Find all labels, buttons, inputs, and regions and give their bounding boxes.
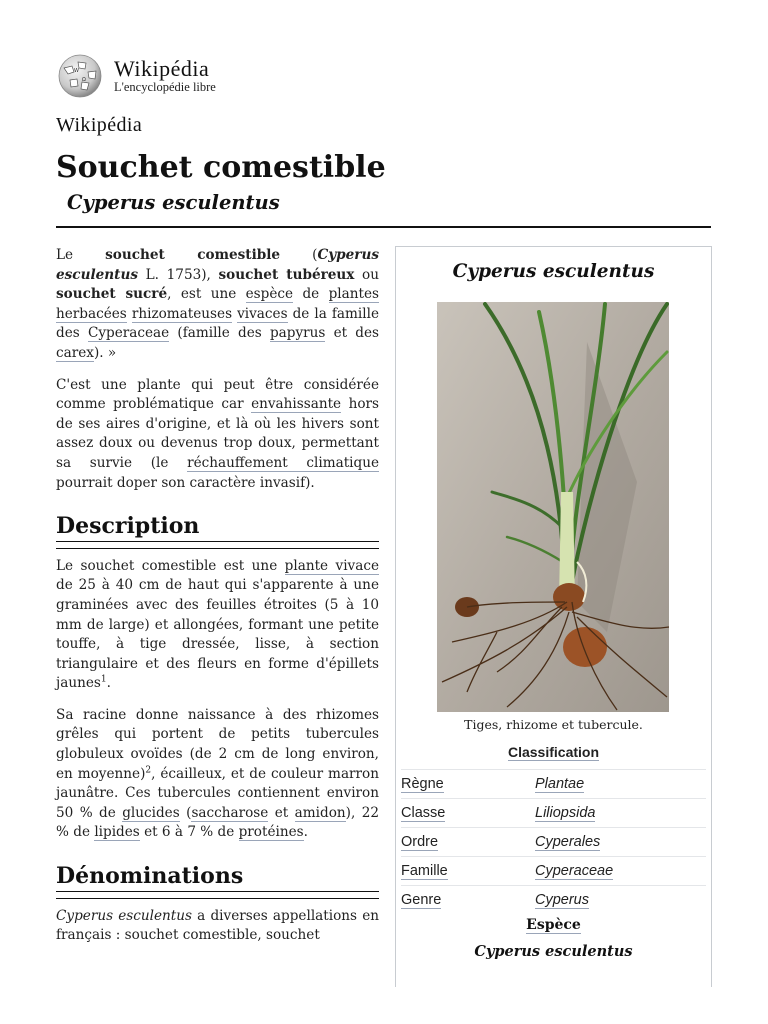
description-paragraph-2: Sa racine donne naissance à des rhizomes grêles qui portent de petits tubercules globuleux ovoïdes (de 2 cm de long environ, en moyenne)$^2$, écailleux, et de couleur marron jaunâtre. Ces tubercules contiennent environ 50 % de glucides (saccharose et amidon), 22 % de lipides et 6 à 7 % de protéines. <box>56 706 379 841</box>
section-divider <box>56 541 379 549</box>
classification-row-genre <box>401 885 706 914</box>
classification-row-famille <box>401 856 706 885</box>
link-amidon[interactable]: amidon <box>294 804 346 821</box>
page-subtitle: Cyperus esculentus <box>67 191 280 214</box>
page-title: Souchet comestible <box>56 150 386 185</box>
plant-photo[interactable] <box>437 302 669 712</box>
rank-label: Ordre <box>401 834 439 850</box>
link-lipides[interactable]: lipides <box>94 824 140 841</box>
taxobox-title: Cyperus esculentus <box>452 261 655 282</box>
link-rechauffement-climatique[interactable]: réchauffement climatique <box>187 454 380 471</box>
espece-value: Cyperus esculentus <box>474 943 633 960</box>
footnote-ref-2[interactable]: 2 <box>145 765 152 776</box>
taxobox <box>395 246 712 987</box>
wikipedia-globe-icon[interactable] <box>56 54 104 98</box>
denominations-paragraph-1: Cyperus esculentus a diverses appellations en français : souchet comestible, souchet <box>56 907 379 944</box>
taxon-link: Plantae <box>535 776 585 792</box>
svg-text:W: W <box>74 68 79 74</box>
article-body <box>56 246 379 958</box>
description-paragraph-1: Le souchet comestible est une plante vivace de 25 à 40 cm de haut qui s'apparente à une graminées avec des feuilles étroites (5 à 10 mm de large) et allongées, formant une petite touffe, à tige dressée, lisse, à section triangulaire et des fleurs en forme d'épillets jaunes$^1$. <box>56 557 379 692</box>
plant-illustration <box>437 302 669 712</box>
classification-row-ordre <box>401 827 706 856</box>
link-carex[interactable]: carex <box>56 344 94 361</box>
bold-term: souchet tubéreux <box>218 266 355 283</box>
bold-term: souchet sucré <box>56 286 168 303</box>
link-envahissante[interactable]: envahissante <box>251 396 342 413</box>
intro-paragraph-1: Le souchet comestible (Cyperus esculentus L. 1753), souchet tubéreux ou souchet sucré, est une espèce de plantes herbacées rhizomateuses vivaces de la famille des Cyperaceae (famille des papyrus et des carex). » <box>56 247 380 361</box>
title-divider <box>56 226 711 228</box>
link-rhizomateuses[interactable]: rhizomateuses <box>131 305 233 322</box>
footnote-ref-1[interactable]: 1 <box>100 674 107 685</box>
italic-term: Cyperus esculentus <box>56 907 192 924</box>
link-espece[interactable]: espèce <box>245 286 294 303</box>
classification-heading[interactable]: Classification <box>507 744 600 760</box>
logo-tagline: L'encyclopédie libre <box>114 80 216 94</box>
link-vivaces[interactable]: vivaces <box>237 305 288 322</box>
rank-label: Classe <box>401 805 446 821</box>
taxon-link: Liliopsida <box>535 805 596 821</box>
bold-term: souchet comestible <box>105 247 281 263</box>
link-plantes-herbacees[interactable]: plantes herbacées <box>56 286 379 322</box>
link-cyperaceae[interactable]: Cyperaceae <box>87 325 170 342</box>
svg-text:Ω: Ω <box>82 77 86 83</box>
rank-label: Règne <box>401 776 444 792</box>
link-proteines[interactable]: protéines <box>238 824 304 841</box>
intro-paragraph-2: C'est une plante qui peut être considérée comme problématique car envahissante hors de ses aires d'origine, et là où les hivers sont assez doux ou devenus trop doux, permettant sa survie (le réchauffement climatique pourrait doper son caractère invasif). <box>56 376 380 491</box>
section-divider <box>56 891 379 899</box>
rank-label: Genre <box>401 892 442 908</box>
italic-term: Cyperus esculentus <box>56 247 380 283</box>
taxon-link: Cyperus <box>535 892 589 908</box>
site-name: Wikipédia <box>56 114 143 136</box>
section-heading-description: Description <box>56 513 200 540</box>
link-papyrus[interactable]: papyrus <box>269 325 326 342</box>
taxon-link: Cyperaceae <box>535 863 614 879</box>
site-header <box>56 52 456 98</box>
section-heading-denominations: Dénominations <box>56 863 244 890</box>
link-glucides[interactable]: glucides <box>122 804 180 821</box>
photo-caption: Tiges, rhizome et tubercule. <box>464 717 643 732</box>
logo-wordmark[interactable]: Wikipédia <box>114 56 210 81</box>
classification-row-classe <box>401 798 706 827</box>
classification-table <box>401 769 706 914</box>
rank-label: Famille <box>401 863 448 879</box>
classification-row-regne <box>401 769 706 798</box>
link-saccharose[interactable]: saccharose <box>191 804 269 821</box>
espece-heading[interactable]: Espèce <box>526 917 581 933</box>
link-plante-vivace[interactable]: plante vivace <box>284 557 379 574</box>
taxon-link: Cyperales <box>535 834 601 850</box>
